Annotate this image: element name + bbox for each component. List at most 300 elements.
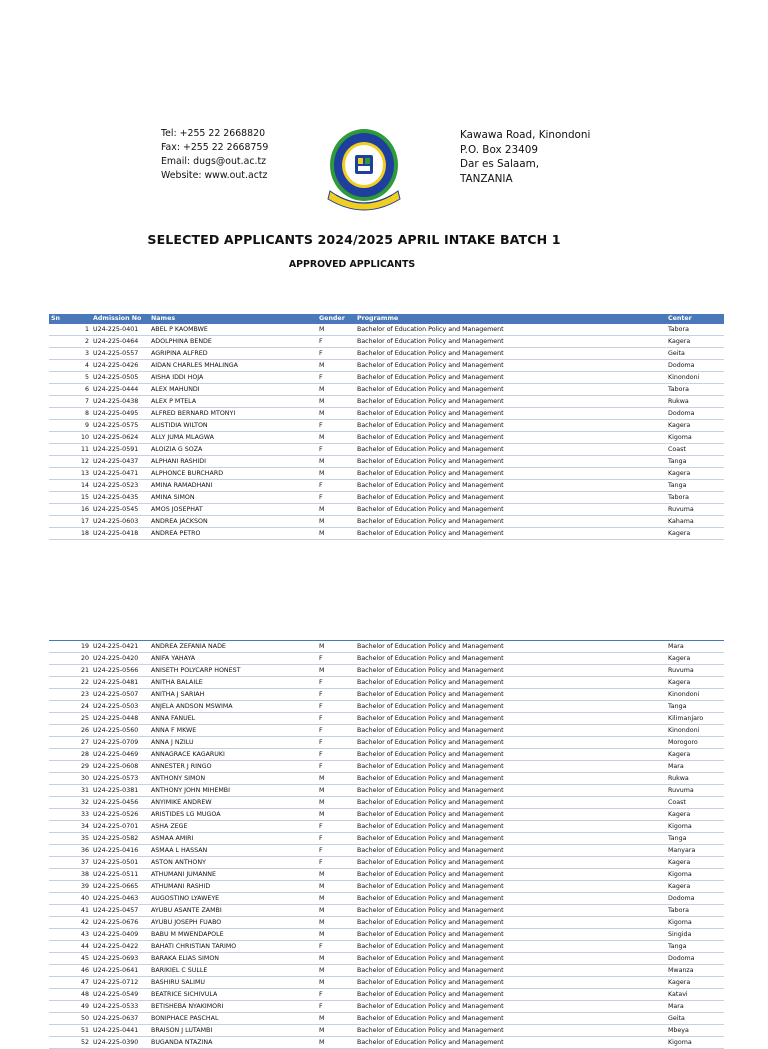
table-row <box>49 444 724 456</box>
name-cell: AYUBU ASANTE ZAMBI <box>149 905 317 917</box>
sn-cell: 33 <box>49 809 91 821</box>
gender-cell: M <box>317 869 355 881</box>
sn-cell: 44 <box>49 941 91 953</box>
admission-no-cell: U24-225-0557 <box>91 348 149 360</box>
name-cell: ANYIMIKE ANDREW <box>149 797 317 809</box>
table-row <box>49 641 724 653</box>
gender-cell: M <box>317 929 355 941</box>
center-cell: Dodoma <box>666 893 724 905</box>
table-row <box>49 761 724 773</box>
contact-block <box>161 127 268 183</box>
sn-cell: 41 <box>49 905 91 917</box>
programme-cell: Bachelor of Education Policy and Management <box>355 641 666 653</box>
admission-no-cell: U24-225-0495 <box>91 408 149 420</box>
name-cell: ASMAA L HASSAN <box>149 845 317 857</box>
programme-cell: Bachelor of Education Policy and Management <box>355 881 666 893</box>
admission-no-cell: U24-225-0637 <box>91 1013 149 1025</box>
center-cell: Kigoma <box>666 917 724 929</box>
admission-no-cell: U24-225-0463 <box>91 893 149 905</box>
gender-cell: M <box>317 1025 355 1037</box>
header-center: Center <box>666 314 724 324</box>
name-cell: BEATRICE SICHIVULA <box>149 989 317 1001</box>
center-cell: Tabora <box>666 492 724 504</box>
center-cell: Tanga <box>666 833 724 845</box>
programme-cell: Bachelor of Education Policy and Management <box>355 785 666 797</box>
table-row <box>49 845 724 857</box>
programme-cell: Bachelor of Education Policy and Management <box>355 528 666 540</box>
programme-cell: Bachelor of Education Policy and Management <box>355 761 666 773</box>
admission-no-cell: U24-225-0441 <box>91 1025 149 1037</box>
table-row <box>49 857 724 869</box>
admission-no-cell: U24-225-0566 <box>91 665 149 677</box>
table-row <box>49 989 724 1001</box>
name-cell: ANNESTER J RINGO <box>149 761 317 773</box>
sn-cell: 43 <box>49 929 91 941</box>
sn-cell: 20 <box>49 653 91 665</box>
programme-cell: Bachelor of Education Policy and Management <box>355 1001 666 1013</box>
admission-no-cell: U24-225-0448 <box>91 713 149 725</box>
table-row <box>49 953 724 965</box>
admission-no-cell: U24-225-0693 <box>91 953 149 965</box>
table-row <box>49 324 724 336</box>
name-cell: ANITHA J SARIAH <box>149 689 317 701</box>
table-row <box>49 1037 724 1049</box>
programme-cell: Bachelor of Education Policy and Management <box>355 989 666 1001</box>
programme-cell: Bachelor of Education Policy and Management <box>355 372 666 384</box>
table-row <box>49 929 724 941</box>
table-row <box>49 905 724 917</box>
name-cell: ALEX MAHUNDI <box>149 384 317 396</box>
name-cell: ATHUMANI JUMANNE <box>149 869 317 881</box>
sn-cell: 42 <box>49 917 91 929</box>
center-cell: Coast <box>666 444 724 456</box>
programme-cell: Bachelor of Education Policy and Management <box>355 504 666 516</box>
table-row <box>49 917 724 929</box>
table-row <box>49 665 724 677</box>
sn-cell: 29 <box>49 761 91 773</box>
center-cell: Tabora <box>666 905 724 917</box>
center-cell: Tanga <box>666 456 724 468</box>
name-cell: BONIPHACE PASCHAL <box>149 1013 317 1025</box>
table-row <box>49 725 724 737</box>
name-cell: ANJELA ANDSON MSWIMA <box>149 701 317 713</box>
sn-cell: 27 <box>49 737 91 749</box>
center-cell: Kinondoni <box>666 689 724 701</box>
admission-no-cell: U24-225-0444 <box>91 384 149 396</box>
name-cell: AMOS JOSEPHAT <box>149 504 317 516</box>
center-cell: Geita <box>666 348 724 360</box>
center-cell: Ruvuma <box>666 785 724 797</box>
sn-cell: 7 <box>49 396 91 408</box>
table-row <box>49 1013 724 1025</box>
programme-cell: Bachelor of Education Policy and Management <box>355 432 666 444</box>
admission-no-cell: U24-225-0526 <box>91 809 149 821</box>
center-cell: Singida <box>666 929 724 941</box>
gender-cell: F <box>317 689 355 701</box>
sn-cell: 37 <box>49 857 91 869</box>
table-row <box>49 797 724 809</box>
sn-cell: 1 <box>49 324 91 336</box>
gender-cell: M <box>317 809 355 821</box>
programme-cell: Bachelor of Education Policy and Management <box>355 348 666 360</box>
gender-cell: M <box>317 893 355 905</box>
sn-cell: 9 <box>49 420 91 432</box>
table-row <box>49 384 724 396</box>
gender-cell: F <box>317 857 355 869</box>
table-row <box>49 689 724 701</box>
table-header-row <box>49 314 724 324</box>
name-cell: ALLY JUMA MLAGWA <box>149 432 317 444</box>
center-cell: Kigoma <box>666 1037 724 1049</box>
programme-cell: Bachelor of Education Policy and Management <box>355 941 666 953</box>
gender-cell: M <box>317 432 355 444</box>
gender-cell: F <box>317 749 355 761</box>
header-gender: Gender <box>317 314 355 324</box>
applicants-table-page-2 <box>49 640 724 1049</box>
programme-cell: Bachelor of Education Policy and Management <box>355 1013 666 1025</box>
programme-cell: Bachelor of Education Policy and Management <box>355 857 666 869</box>
admission-no-cell: U24-225-0665 <box>91 881 149 893</box>
table-row <box>49 977 724 989</box>
programme-cell: Bachelor of Education Policy and Management <box>355 492 666 504</box>
admission-no-cell: U24-225-0533 <box>91 1001 149 1013</box>
admission-no-cell: U24-225-0435 <box>91 492 149 504</box>
name-cell: ANNA J NZILU <box>149 737 317 749</box>
table-row <box>49 833 724 845</box>
programme-cell: Bachelor of Education Policy and Management <box>355 953 666 965</box>
programme-cell: Bachelor of Education Policy and Management <box>355 384 666 396</box>
table-row <box>49 504 724 516</box>
name-cell: ARISTIDES LG MUGOA <box>149 809 317 821</box>
admission-no-cell: U24-225-0416 <box>91 845 149 857</box>
programme-cell: Bachelor of Education Policy and Management <box>355 516 666 528</box>
sn-cell: 51 <box>49 1025 91 1037</box>
center-cell: Katavi <box>666 989 724 1001</box>
programme-cell: Bachelor of Education Policy and Management <box>355 420 666 432</box>
gender-cell: F <box>317 737 355 749</box>
header-sn: Sn <box>49 314 91 324</box>
gender-cell: F <box>317 761 355 773</box>
sn-cell: 18 <box>49 528 91 540</box>
table-row <box>49 677 724 689</box>
center-cell: Kinondoni <box>666 372 724 384</box>
name-cell: ANNAGRACE KAGARUKI <box>149 749 317 761</box>
programme-cell: Bachelor of Education Policy and Management <box>355 797 666 809</box>
sn-cell: 36 <box>49 845 91 857</box>
admission-no-cell: U24-225-0420 <box>91 653 149 665</box>
programme-cell: Bachelor of Education Policy and Management <box>355 809 666 821</box>
admission-no-cell: U24-225-0409 <box>91 929 149 941</box>
programme-cell: Bachelor of Education Policy and Management <box>355 845 666 857</box>
name-cell: AGRIPINA ALFRED <box>149 348 317 360</box>
center-cell: Tanga <box>666 701 724 713</box>
programme-cell: Bachelor of Education Policy and Management <box>355 468 666 480</box>
admission-no-cell: U24-225-0501 <box>91 857 149 869</box>
name-cell: AMINA SIMON <box>149 492 317 504</box>
gender-cell: M <box>317 773 355 785</box>
table-row <box>49 348 724 360</box>
sn-cell: 48 <box>49 989 91 1001</box>
name-cell: AIDAN CHARLES MHALINGA <box>149 360 317 372</box>
sn-cell: 12 <box>49 456 91 468</box>
center-cell: Kigoma <box>666 869 724 881</box>
admission-no-cell: U24-225-0573 <box>91 773 149 785</box>
programme-cell: Bachelor of Education Policy and Management <box>355 336 666 348</box>
sn-cell: 14 <box>49 480 91 492</box>
center-cell: Geita <box>666 1013 724 1025</box>
admission-no-cell: U24-225-0575 <box>91 420 149 432</box>
name-cell: ANITHA BALAILE <box>149 677 317 689</box>
gender-cell: F <box>317 420 355 432</box>
admission-no-cell: U24-225-0418 <box>91 528 149 540</box>
center-cell: Tabora <box>666 384 724 396</box>
address-block <box>460 128 590 186</box>
name-cell: BABU M MWENDAPOLE <box>149 929 317 941</box>
sn-cell: 24 <box>49 701 91 713</box>
table-row <box>49 881 724 893</box>
gender-cell: F <box>317 713 355 725</box>
programme-cell: Bachelor of Education Policy and Management <box>355 653 666 665</box>
sn-cell: 5 <box>49 372 91 384</box>
programme-cell: Bachelor of Education Policy and Management <box>355 893 666 905</box>
gender-cell: M <box>317 953 355 965</box>
center-cell: Kagera <box>666 857 724 869</box>
gender-cell: M <box>317 977 355 989</box>
center-cell: Kagera <box>666 677 724 689</box>
name-cell: ANNA FANUEL <box>149 713 317 725</box>
programme-cell: Bachelor of Education Policy and Management <box>355 821 666 833</box>
center-cell: Rukwa <box>666 396 724 408</box>
name-cell: ALEX P MTELA <box>149 396 317 408</box>
sn-cell: 40 <box>49 893 91 905</box>
admission-no-cell: U24-225-0608 <box>91 761 149 773</box>
sn-cell: 6 <box>49 384 91 396</box>
address-line-3: Dar es Salaam, <box>460 158 540 170</box>
table-row <box>49 456 724 468</box>
programme-cell: Bachelor of Education Policy and Management <box>355 677 666 689</box>
center-cell: Kagera <box>666 420 724 432</box>
address-line-4: TANZANIA <box>460 172 513 185</box>
table-row <box>49 372 724 384</box>
gender-cell: F <box>317 480 355 492</box>
gender-cell: F <box>317 348 355 360</box>
center-cell: Kigoma <box>666 432 724 444</box>
admission-no-cell: U24-225-0507 <box>91 689 149 701</box>
center-cell: Kagera <box>666 528 724 540</box>
programme-cell: Bachelor of Education Policy and Management <box>355 773 666 785</box>
sn-cell: 3 <box>49 348 91 360</box>
admission-no-cell: U24-225-0401 <box>91 324 149 336</box>
admission-no-cell: U24-225-0701 <box>91 821 149 833</box>
table-row <box>49 420 724 432</box>
gender-cell: M <box>317 324 355 336</box>
name-cell: ANIFA YAHAYA <box>149 653 317 665</box>
admission-no-cell: U24-225-0456 <box>91 797 149 809</box>
sn-cell: 23 <box>49 689 91 701</box>
table-row <box>49 965 724 977</box>
admission-no-cell: U24-225-0381 <box>91 785 149 797</box>
admission-no-cell: U24-225-0712 <box>91 977 149 989</box>
sn-cell: 50 <box>49 1013 91 1025</box>
sn-cell: 2 <box>49 336 91 348</box>
admission-no-cell: U24-225-0641 <box>91 965 149 977</box>
name-cell: AMINA RAMADHANI <box>149 480 317 492</box>
center-cell: Mbeya <box>666 1025 724 1037</box>
table-row <box>49 737 724 749</box>
name-cell: AYUBU JOSEPH FUABO <box>149 917 317 929</box>
gender-cell: F <box>317 677 355 689</box>
admission-no-cell: U24-225-0591 <box>91 444 149 456</box>
sn-cell: 26 <box>49 725 91 737</box>
gender-cell: M <box>317 1013 355 1025</box>
header-admission-no: Admission No <box>91 314 149 324</box>
sn-cell: 35 <box>49 833 91 845</box>
sn-cell: 30 <box>49 773 91 785</box>
programme-cell: Bachelor of Education Policy and Management <box>355 869 666 881</box>
sn-cell: 46 <box>49 965 91 977</box>
name-cell: ABEL P KAOMBWE <box>149 324 317 336</box>
table-row <box>49 713 724 725</box>
admission-no-cell: U24-225-0464 <box>91 336 149 348</box>
table-row <box>49 408 724 420</box>
gender-cell: F <box>317 1001 355 1013</box>
programme-cell: Bachelor of Education Policy and Management <box>355 833 666 845</box>
table-row <box>49 773 724 785</box>
admission-no-cell: U24-225-0505 <box>91 372 149 384</box>
gender-cell: M <box>317 905 355 917</box>
gender-cell: F <box>317 845 355 857</box>
gender-cell: M <box>317 360 355 372</box>
admission-no-cell: U24-225-0481 <box>91 677 149 689</box>
sn-cell: 16 <box>49 504 91 516</box>
gender-cell: M <box>317 797 355 809</box>
center-cell: Dodoma <box>666 953 724 965</box>
admission-no-cell: U24-225-0676 <box>91 917 149 929</box>
programme-cell: Bachelor of Education Policy and Management <box>355 917 666 929</box>
gender-cell: M <box>317 965 355 977</box>
table-row <box>49 1025 724 1037</box>
document-title: SELECTED APPLICANTS 2024/2025 APRIL INTAKE BATCH 1 <box>147 232 561 247</box>
programme-cell: Bachelor of Education Policy and Management <box>355 737 666 749</box>
sn-cell: 45 <box>49 953 91 965</box>
programme-cell: Bachelor of Education Policy and Management <box>355 444 666 456</box>
center-cell: Kinondoni <box>666 725 724 737</box>
table-row <box>49 749 724 761</box>
sn-cell: 4 <box>49 360 91 372</box>
name-cell: ALOIZIA G SOZA <box>149 444 317 456</box>
sn-cell: 10 <box>49 432 91 444</box>
center-cell: Dodoma <box>666 360 724 372</box>
contact-fax: Fax: +255 22 2668759 <box>161 142 269 153</box>
center-cell: Kagera <box>666 977 724 989</box>
gender-cell: M <box>317 468 355 480</box>
sn-cell: 8 <box>49 408 91 420</box>
sn-cell: 32 <box>49 797 91 809</box>
name-cell: ANTHONY JOHN MIHEMBI <box>149 785 317 797</box>
contact-website: Website: www.out.actz <box>161 170 268 181</box>
programme-cell: Bachelor of Education Policy and Management <box>355 1025 666 1037</box>
name-cell: BARIKIEL C SULLE <box>149 965 317 977</box>
gender-cell: M <box>317 917 355 929</box>
gender-cell: M <box>317 456 355 468</box>
sn-cell: 15 <box>49 492 91 504</box>
admission-no-cell: U24-225-0603 <box>91 516 149 528</box>
table-row <box>49 480 724 492</box>
center-cell: Kigoma <box>666 821 724 833</box>
table-row <box>49 869 724 881</box>
admission-no-cell: U24-225-0511 <box>91 869 149 881</box>
header-names: Names <box>149 314 317 324</box>
table-row <box>49 821 724 833</box>
center-cell: Kagera <box>666 336 724 348</box>
name-cell: BETISHEBA NYAKIMORI <box>149 1001 317 1013</box>
table-row <box>49 432 724 444</box>
sn-cell: 38 <box>49 869 91 881</box>
center-cell: Coast <box>666 797 724 809</box>
center-cell: Morogoro <box>666 737 724 749</box>
gender-cell: F <box>317 833 355 845</box>
table-row <box>49 336 724 348</box>
table-row <box>49 360 724 372</box>
gender-cell: F <box>317 989 355 1001</box>
applicants-table-page-1 <box>49 314 724 540</box>
name-cell: BAHATI CHRISTIAN TARIMO <box>149 941 317 953</box>
name-cell: ANDREA JACKSON <box>149 516 317 528</box>
name-cell: ANTHONY SIMON <box>149 773 317 785</box>
name-cell: ADOLPHINA BENDE <box>149 336 317 348</box>
center-cell: Ruvuma <box>666 504 724 516</box>
center-cell: Mara <box>666 1001 724 1013</box>
programme-cell: Bachelor of Education Policy and Management <box>355 977 666 989</box>
gender-cell: F <box>317 821 355 833</box>
admission-no-cell: U24-225-0582 <box>91 833 149 845</box>
sn-cell: 17 <box>49 516 91 528</box>
programme-cell: Bachelor of Education Policy and Management <box>355 905 666 917</box>
gender-cell: F <box>317 653 355 665</box>
admission-no-cell: U24-225-0438 <box>91 396 149 408</box>
name-cell: ASHA ZEGE <box>149 821 317 833</box>
name-cell: ANDREA PETRO <box>149 528 317 540</box>
admission-no-cell: U24-225-0523 <box>91 480 149 492</box>
center-cell: Kahama <box>666 516 724 528</box>
admission-no-cell: U24-225-0426 <box>91 360 149 372</box>
sn-cell: 34 <box>49 821 91 833</box>
name-cell: BUGANDA NTAZINA <box>149 1037 317 1049</box>
admission-no-cell: U24-225-0422 <box>91 941 149 953</box>
programme-cell: Bachelor of Education Policy and Management <box>355 324 666 336</box>
table-row <box>49 653 724 665</box>
table-row <box>49 516 724 528</box>
sn-cell: 49 <box>49 1001 91 1013</box>
sn-cell: 52 <box>49 1037 91 1049</box>
table-row <box>49 941 724 953</box>
center-cell: Kagera <box>666 468 724 480</box>
gender-cell: M <box>317 641 355 653</box>
center-cell: Dodoma <box>666 408 724 420</box>
center-cell: Kagera <box>666 749 724 761</box>
programme-cell: Bachelor of Education Policy and Management <box>355 929 666 941</box>
contact-tel: Tel: +255 22 2668820 <box>161 128 266 139</box>
admission-no-cell: U24-225-0437 <box>91 456 149 468</box>
table-row <box>49 701 724 713</box>
sn-cell: 11 <box>49 444 91 456</box>
contact-email: Email: dugs@out.ac.tz <box>161 156 267 167</box>
gender-cell: M <box>317 384 355 396</box>
programme-cell: Bachelor of Education Policy and Management <box>355 713 666 725</box>
center-cell: Rukwa <box>666 773 724 785</box>
center-cell: Tabora <box>666 324 724 336</box>
gender-cell: F <box>317 492 355 504</box>
